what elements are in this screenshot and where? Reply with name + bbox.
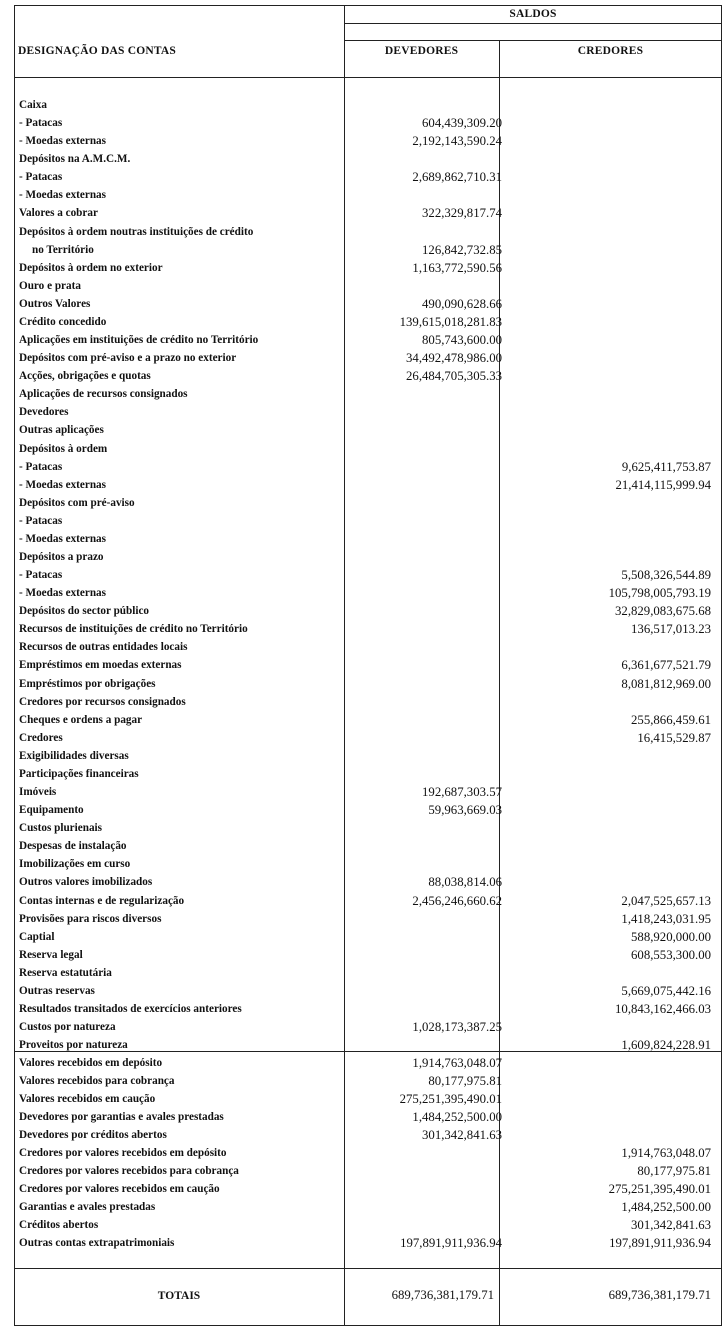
table-row [14,1144,722,1162]
table-row [14,1216,722,1234]
account-label: Contas internas e de regularização [19,894,185,907]
account-label: - Patacas [19,514,63,527]
account-label: - Patacas [19,569,63,582]
account-label: - Moedas externas [19,532,106,545]
devedores-value: 197,891,911,936.94 [400,1235,502,1250]
table-row [14,440,722,458]
table-row [14,602,722,620]
account-label: Aplicações em instituições de crédito no Território [19,334,259,347]
devedores-value: 2,192,143,590.24 [412,134,502,149]
table-row [14,1072,722,1090]
account-label: Imobilizações em curso [19,858,131,871]
table-row [14,1000,722,1018]
credores-value: 16,415,529.87 [637,730,711,745]
table-row [14,1198,722,1216]
table-row [14,892,722,910]
account-label: Valores recebidos em depósito [19,1057,163,1069]
table-row [14,675,722,693]
account-label: Recursos de instituições de crédito no Território [19,623,248,636]
account-label: Credores por recursos consignados [19,695,186,708]
account-label: Devedores por créditos abertos [19,1128,167,1141]
account-label: Reserva estatutária [19,966,112,979]
account-label: Resultados transitados de exercícios anteriores [19,1003,242,1015]
account-label: Empréstimos em moedas externas [19,659,182,672]
devedores-value: 275,251,395,490.01 [399,1091,502,1106]
account-label: - Patacas [19,117,63,130]
credores-value: 136,517,013.23 [631,622,711,637]
credores-value: 588,920,000.00 [631,929,711,944]
table-row [14,1108,722,1126]
table-row [14,711,722,729]
account-label: Outros Valores [19,297,91,310]
account-label: Crédito concedido [19,315,107,328]
credores-value: 608,553,300.00 [631,947,711,962]
devedores-value: 1,914,763,048.07 [412,1056,502,1070]
table-row [14,385,722,403]
devedores-value: 126,842,732.85 [422,242,502,257]
header-bottom-rule [14,77,722,78]
account-label: Depósitos na A.M.C.M. [19,153,131,166]
table-row [14,837,722,855]
account-label: Valores recebidos em caução [19,1092,156,1105]
table-row [14,729,722,747]
table-row [14,186,722,204]
totals-devedores: 689,736,381,179.71 [391,1288,494,1302]
table-row [14,295,722,313]
table-row [14,494,722,512]
table-row [14,747,722,765]
credores-value: 255,866,459.61 [631,712,711,727]
account-label: Exigibilidades diversas [19,749,129,762]
table-row [14,421,722,439]
credores-value: 5,669,075,442.16 [621,983,711,998]
devedores-value: 34,492,478,986.00 [406,351,502,366]
devedores-value: 1,028,173,387.25 [412,1020,502,1035]
credores-header: CREDORES [577,45,644,57]
devedores-value: 2,456,246,660.62 [412,893,502,908]
table-row [14,458,722,476]
account-label: Aplicações de recursos consignados [19,388,188,401]
table-row [14,1018,722,1036]
table-row [14,656,722,674]
account-label: Garantias e avales prestadas [19,1200,156,1213]
table-row [14,982,722,1000]
credores-value: 21,414,115,999.94 [615,477,711,492]
account-label: - Patacas [19,460,63,473]
account-label: Depósitos com pré-aviso e a prazo no exterior [19,352,237,365]
account-label: Depósitos do sector público [19,605,150,618]
devedores-value: 1,163,772,590.56 [412,260,502,275]
table-row [14,259,722,277]
account-label: Credores [19,731,63,744]
account-label: Depósitos à ordem noutras instituições de crédito [19,225,254,238]
devedores-value: 80,177,975.81 [428,1073,502,1088]
account-label: Despesas de instalação [19,840,127,853]
table-row [14,150,722,168]
account-label: Custos por natureza [19,1021,116,1034]
account-label: Outras contas extrapatrimoniais [19,1236,175,1249]
saldos-underline [344,23,722,24]
account-label: Depósitos à ordem no exterior [19,261,163,274]
account-label: Empréstimos por obrigações [19,677,156,690]
table-row [14,1054,722,1072]
devedores-value: 301,342,841.63 [422,1127,502,1142]
account-label: Valores a cobrar [19,207,98,220]
table-row [14,638,722,656]
table-row [14,783,722,801]
table-row [14,349,722,367]
account-label: Depósitos a prazo [19,551,104,563]
table-row [14,910,722,928]
account-label: Reserva legal [19,948,83,961]
account-label: Ouro e prata [19,279,81,292]
table-row [14,313,722,331]
credores-value: 80,177,975.81 [637,1163,711,1178]
totals-credores: 689,736,381,179.71 [608,1288,711,1302]
totals-label: TOTAIS [157,1290,201,1302]
account-label: Outras aplicações [19,424,104,437]
account-label: - Moedas externas [19,478,106,491]
credores-value: 9,625,411,753.87 [621,459,711,474]
table-row [14,331,722,349]
devedores-value: 604,439,309.20 [422,116,502,131]
table-row [14,530,722,548]
account-label: Devedores [19,406,69,419]
credores-value: 1,418,243,031.95 [621,911,711,926]
table-row [14,801,722,819]
credores-value: 8,081,812,969.00 [621,676,711,691]
account-label: Custos plurienais [19,822,102,835]
table-row [14,873,722,891]
devedores-value: 322,329,817.74 [422,206,502,221]
table-row [14,566,722,584]
account-label: Devedores por garantias e avales prestadas [19,1110,224,1123]
credores-value: 197,891,911,936.94 [609,1235,711,1250]
devedores-value: 59,963,669.03 [428,803,502,818]
account-label: Imóveis [19,786,57,799]
account-label: Provisões para riscos diversos [19,912,162,925]
table-row [14,584,722,602]
credores-value: 10,843,162,466.03 [615,1002,711,1016]
account-label: Participações financeiras [19,767,139,780]
table-row [14,855,722,873]
account-label: Créditos abertos [19,1218,99,1231]
account-label: Acções, obrigações e quotas [19,370,151,383]
table-row [14,1180,722,1198]
table-row [14,1162,722,1180]
account-label: Outras reservas [19,984,95,997]
credores-value: 2,047,525,657.13 [621,893,711,908]
table-row [14,620,722,638]
saldos-header: SALDOS [509,8,557,20]
account-label: Caixa [19,99,47,111]
account-label: Depósitos com pré-aviso [19,496,135,509]
table-row [14,204,722,222]
account-label: Cheques e ordens a pagar [19,713,143,726]
table-row [14,241,722,259]
table-row [14,765,722,783]
table-row [14,964,722,982]
account-label: Recursos de outras entidades locais [19,641,188,654]
devedores-header: DEVEDORES [384,45,459,57]
credores-value: 1,914,763,048.07 [621,1145,711,1160]
devedores-value: 1,484,252,500.00 [412,1109,502,1124]
devedores-value: 139,615,018,281.83 [399,314,502,329]
account-label: - Moedas externas [19,189,106,202]
devedores-value: 192,687,303.57 [422,785,502,800]
table-row [14,367,722,385]
credores-value: 105,798,005,793.19 [608,586,711,601]
devedores-value: 26,484,705,305.33 [406,369,502,384]
devedores-value: 2,689,862,710.31 [412,170,502,185]
credores-value: 275,251,395,490.01 [608,1181,711,1196]
table-row [14,403,722,421]
account-label: Equipamento [19,804,84,817]
table-row [14,223,722,241]
table-row [14,946,722,964]
table-row [14,168,722,186]
table-row [14,1090,722,1108]
account-label: Outros valores imobilizados [19,876,153,889]
table-row [14,819,722,837]
table-row [14,1126,722,1144]
credores-value: 6,361,677,521.79 [621,658,711,673]
devedores-value: 805,743,600.00 [422,333,502,348]
account-label: Valores recebidos para cobrança [19,1074,175,1087]
account-label: - Moedas externas [19,135,106,148]
table-row [14,693,722,711]
account-label: - Moedas externas [19,587,106,600]
credores-value: 301,342,841.63 [631,1217,711,1232]
credores-value: 1,609,824,228.91 [621,1038,711,1053]
table-row [14,1234,722,1252]
credores-value: 1,484,252,500.00 [621,1199,711,1214]
devedores-value: 490,090,628.66 [422,296,502,311]
account-label: Credores por valores recebidos em depósito [19,1146,227,1159]
table-row [14,96,722,114]
credores-value: 32,829,083,675.68 [615,604,711,619]
credores-value: 5,508,326,544.89 [621,568,711,583]
designation-header: DESIGNAÇÃO DAS CONTAS [18,45,176,57]
account-label: Captial [19,930,55,943]
devedores-value: 88,038,814.06 [428,875,502,890]
table-row [14,476,722,494]
saldos-subheader-rule [344,40,722,41]
account-label: - Patacas [19,171,63,184]
account-label: Depósitos à ordem [19,442,108,455]
table-row [14,114,722,132]
table-row [14,1036,722,1054]
table-row [14,277,722,295]
table-row [14,928,722,946]
table-row [14,512,722,530]
table-row [14,132,722,150]
account-label: Credores por valores recebidos em caução [19,1182,220,1195]
account-label: Proveitos por natureza [19,1039,128,1052]
table-row [14,548,722,566]
account-label: no Território [32,243,94,256]
account-label: Credores por valores recebidos para cobrança [19,1164,239,1177]
totals-top-rule [14,1268,722,1269]
